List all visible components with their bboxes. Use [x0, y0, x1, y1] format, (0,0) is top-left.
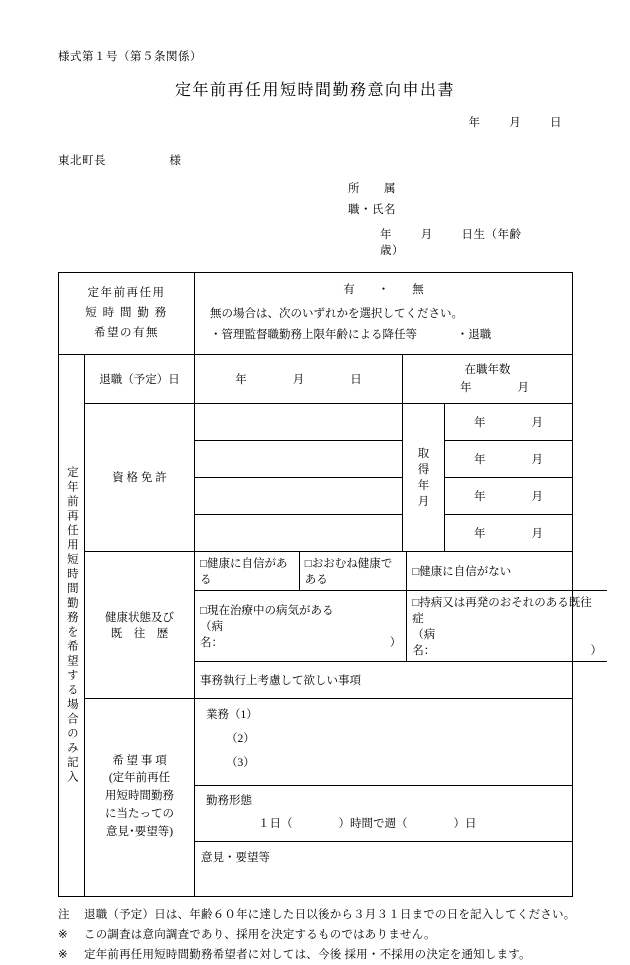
table-row-wish [59, 273, 573, 355]
health-value-cell [195, 551, 602, 698]
note-text-2: この調査は意向調査であり、採用を決定するものではありません。 [84, 928, 436, 941]
opinion-row [195, 841, 572, 896]
footer-notes [58, 905, 576, 965]
hope-value-cell [195, 698, 573, 896]
health-consideration-request[interactable]: 事務執行上考慮して欲しい事項 [195, 661, 607, 698]
addressee-honorific: 様 [169, 155, 182, 167]
work-style-cell[interactable] [195, 785, 572, 841]
note-text-3: 定年前再任用短時間勤務希望者に対しては、今後 採用・不採用の決定を通知します。 [84, 948, 531, 961]
note-mark-3: ※ [58, 948, 68, 961]
health-check-under-treatment-line2: （病名： ） [200, 620, 402, 649]
date-month-label: 月 [509, 117, 522, 129]
health-check-chronic-line2: （病名： ） [412, 628, 602, 657]
duty-label: 業務（1） [206, 708, 258, 721]
work-style-row [195, 785, 572, 841]
wish-label-line1: 定年前再任用 [87, 287, 166, 300]
wish-options[interactable]: 有 ・ 無 [343, 284, 424, 296]
table-row-retirement [59, 354, 573, 403]
note-line-2 [58, 925, 572, 945]
tenure-label: 在職年数 [464, 364, 511, 377]
wish-choice-1[interactable]: ・管理監督職勤務上限年齢による降任等 [210, 329, 417, 342]
work-style-value[interactable]: １日（ ）時間で週（ ）日 [258, 817, 477, 830]
form-number: 様式第１号（第５条関係） [58, 51, 202, 63]
work-style-label: 勤務形態 [206, 794, 252, 807]
wish-label-cell [59, 273, 195, 355]
submission-date-line [58, 114, 572, 130]
hope-label-l1: 希 望 事 項 [112, 754, 167, 767]
license-name-4[interactable] [195, 514, 403, 551]
hope-inner-table [195, 699, 572, 896]
birth-year-label: 年 [380, 229, 392, 241]
addressee-name: 東北町長 [58, 155, 106, 167]
duty-row [195, 699, 572, 786]
health-check-chronic-line1: □持病又は再発のおそれのある既往症 [412, 596, 592, 625]
note-text-1: 退職（予定）日は、年齢６０年に達した日以後から３月３１日までの日を記入してください。 [84, 908, 576, 921]
health-check-row-2 [195, 590, 607, 661]
page-title: 定年前再任用短時間勤務意向申出書 [174, 82, 455, 99]
acquire-label-l1: 取 [417, 448, 430, 461]
wish-label-line2: 短 時 間 勤 務 [85, 307, 168, 320]
health-check-under-treatment[interactable] [195, 590, 407, 661]
health-check-chronic[interactable] [407, 590, 607, 661]
hope-label-cell [85, 698, 195, 896]
health-check-under-treatment-line1: □現在治療中の病気がある [200, 604, 334, 617]
health-check-average[interactable]: □おおむね健康である [299, 552, 406, 591]
table-row-hopes [59, 698, 573, 896]
health-check-confident[interactable]: □健康に自信がある [195, 552, 299, 591]
hope-label-l3: 用短時間勤務 [105, 790, 174, 803]
birth-day-age-label: 日生（年齢 歳） [380, 229, 558, 257]
main-form-table [58, 272, 602, 897]
retire-date-value[interactable]: 年 月 日 [195, 354, 403, 403]
license-name-3[interactable] [195, 477, 403, 514]
birthdate-line [348, 226, 572, 258]
health-consider-row [195, 661, 607, 698]
license-label: 資 格 免 許 [85, 403, 195, 551]
vertical-label-cell [59, 354, 85, 896]
affiliation-label: 所 属 [348, 183, 396, 195]
addressee-line [58, 152, 572, 168]
wish-choices [200, 325, 567, 350]
license-date-4[interactable]: 年 月 [445, 514, 573, 551]
health-check-not-confident[interactable]: □健康に自信がない [407, 552, 607, 591]
hope-label-l5: 意見･要望等) [105, 825, 174, 838]
wish-choice-2[interactable]: ・退職 [456, 329, 492, 342]
health-check-row-1 [195, 552, 607, 591]
acquire-label-l3: 年 [417, 480, 430, 493]
tenure-value[interactable]: 年 月 [460, 382, 529, 395]
date-year-label: 年 [468, 117, 481, 129]
name-label: 職・氏名 [348, 204, 396, 216]
table-row-license-1 [59, 403, 573, 440]
acquire-label-l4: 月 [417, 496, 430, 509]
hope-label-l4: に当たっての [105, 807, 174, 820]
birth-month-label: 月 [420, 229, 433, 241]
duty-line-2: （2） [226, 732, 255, 745]
applicant-block [58, 180, 572, 258]
date-day-label: 日 [550, 117, 562, 129]
license-date-2[interactable]: 年 月 [445, 440, 573, 477]
hope-label-l2: (定年前再任 [108, 772, 171, 785]
license-name-1[interactable] [195, 403, 403, 440]
wish-value-cell [195, 273, 573, 355]
note-mark-1: 注 [58, 908, 70, 921]
duty-line-3: （3） [226, 756, 255, 769]
opinion-cell[interactable]: 意見・要望等 [195, 841, 572, 896]
wish-note: 無の場合は、次のいずれかを選択してください。 [210, 308, 463, 320]
wish-label-line3: 希望の有無 [94, 327, 159, 340]
vertical-label: 定年前再任用短時間勤務を希望する場合のみ記入 [65, 465, 78, 785]
health-label-line2: 既 往 歴 [110, 627, 169, 640]
acquire-date-label-cell [403, 403, 445, 551]
health-label-cell [85, 551, 195, 698]
license-name-2[interactable] [195, 440, 403, 477]
acquire-label-l2: 得 [417, 464, 430, 477]
license-date-3[interactable]: 年 月 [445, 477, 573, 514]
health-label-line1: 健康状態及び [105, 611, 174, 624]
note-mark-2: ※ [58, 928, 68, 941]
duty-cell[interactable] [195, 699, 572, 786]
tenure-cell [403, 354, 573, 403]
note-line-1 [58, 905, 576, 925]
table-row-health [59, 551, 573, 698]
license-date-1[interactable]: 年 月 [445, 403, 573, 440]
note-line-3 [58, 945, 572, 965]
retire-date-label: 退職（予定）日 [85, 354, 195, 403]
health-inner-table [195, 552, 607, 698]
